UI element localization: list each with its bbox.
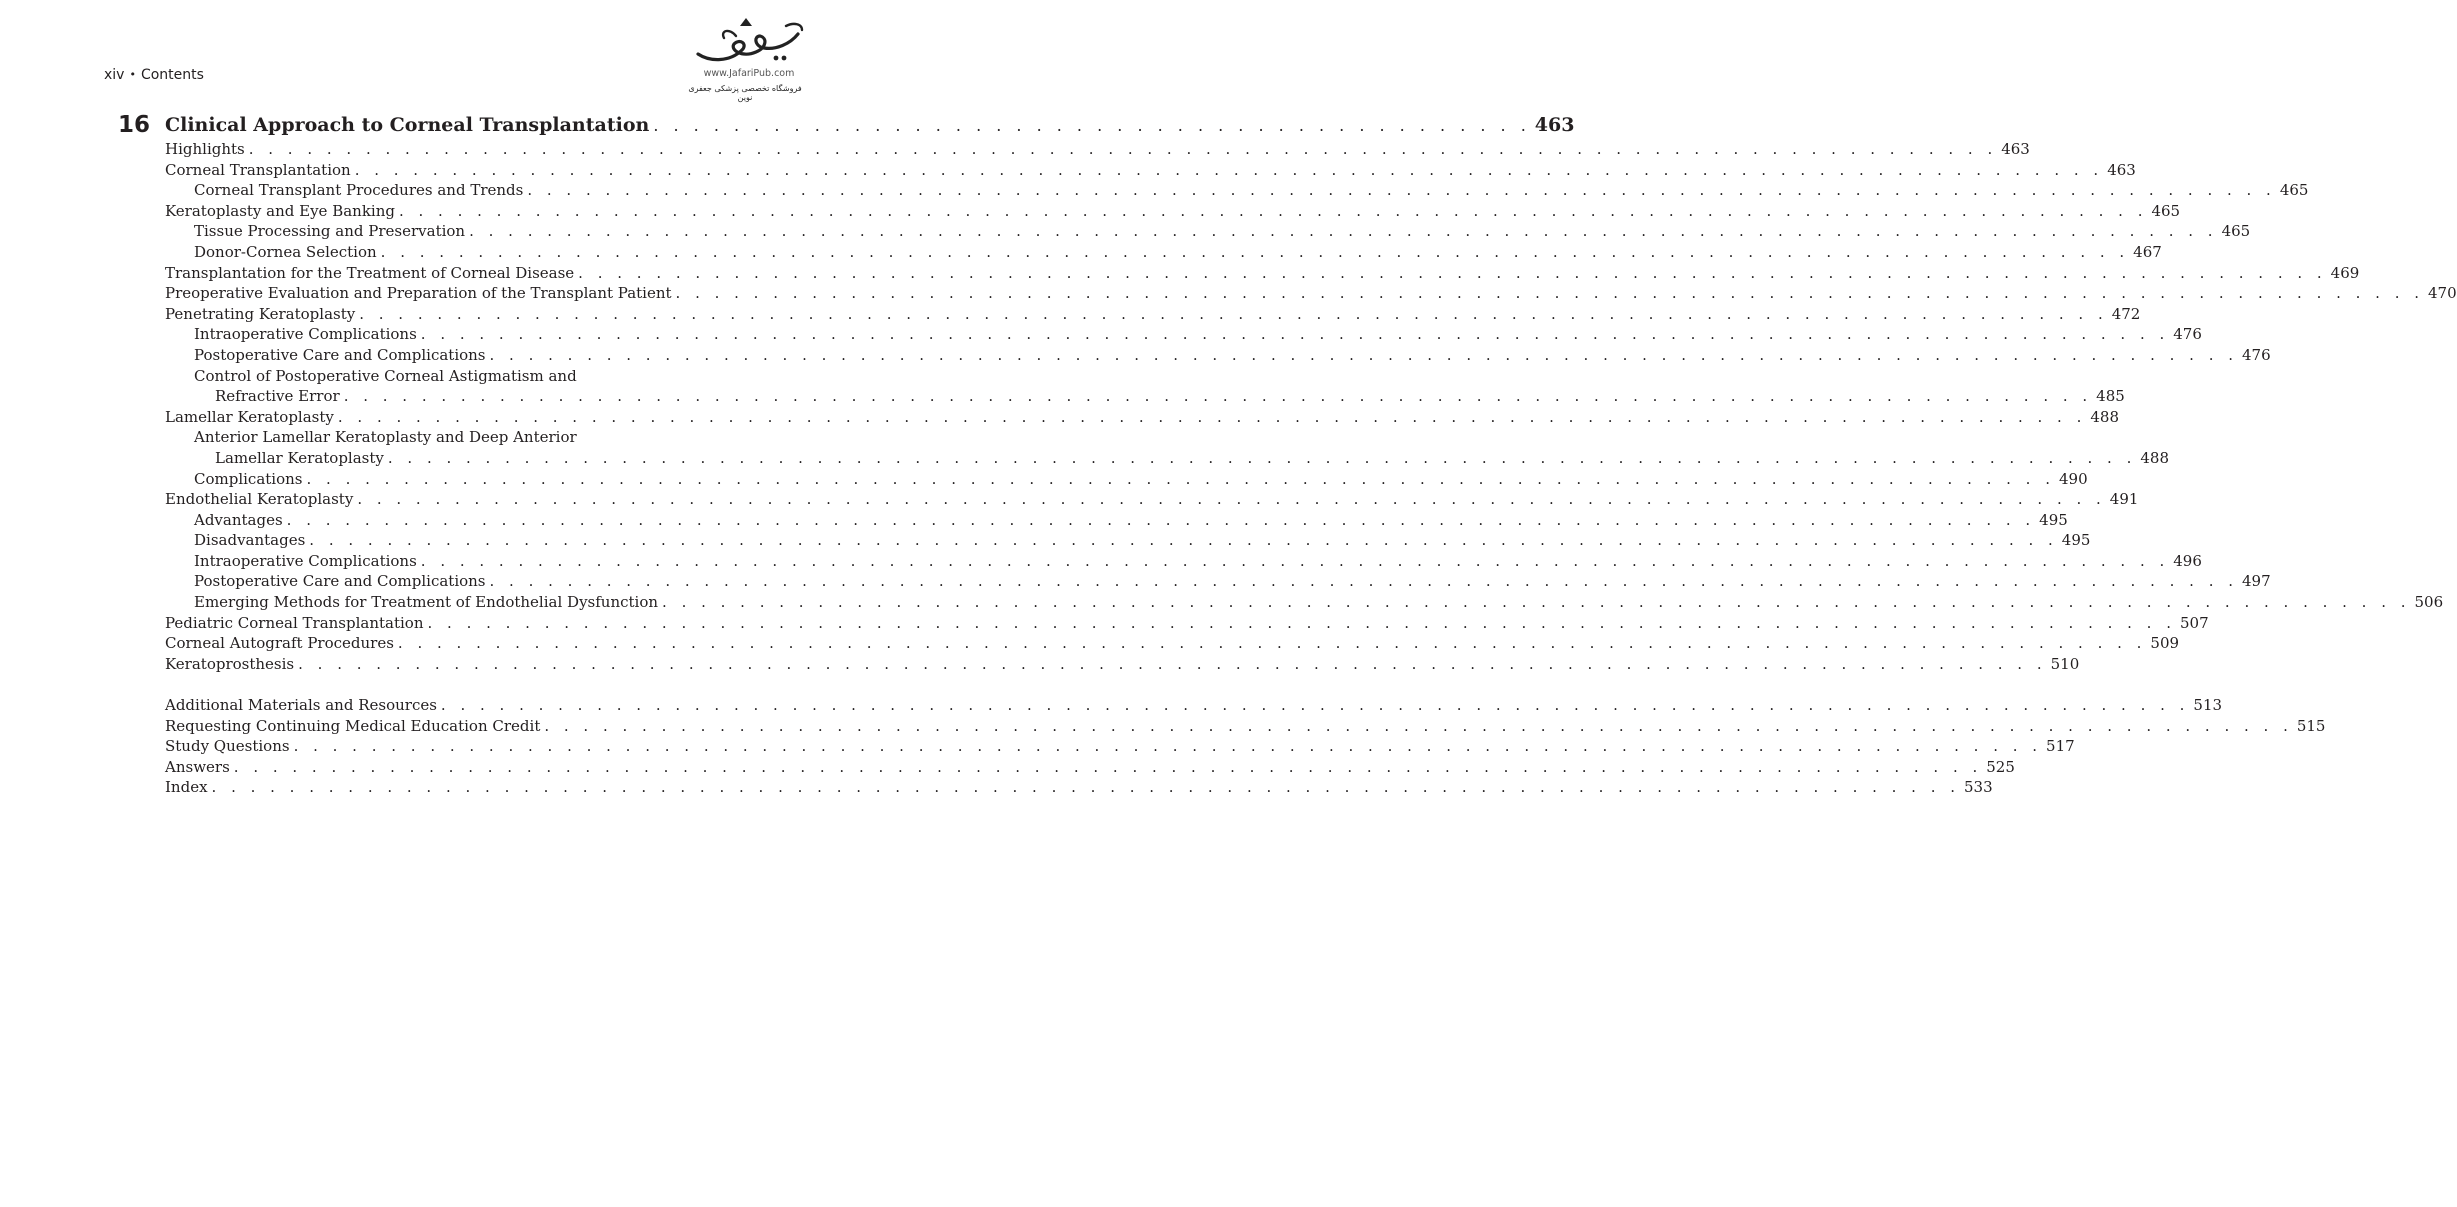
running-head-section: Contents: [140, 67, 204, 83]
toc-entry-page: 497: [2242, 572, 2271, 591]
toc-entry-title: Intraoperative Complications: [194, 551, 417, 570]
toc-entry-page: 491: [2109, 490, 2139, 509]
toc-entry[interactable]: [165, 407, 2119, 428]
toc-entry-title: Advantages: [194, 510, 283, 529]
dot-leader: . . . . . . . . . . . . . . . . . . . . . . . . . . . . . . . . . . . . . . . . . . . . . . . . . . . . . . . . . . . . . . . . . . . . . . . . . . . . . . . . . . . . . . . . . .: [309, 531, 2058, 550]
toc-entry-title: Corneal Transplantation: [165, 160, 351, 179]
toc-entry-title: Refractive Error: [215, 387, 340, 406]
toc-entry-page: 488: [2140, 448, 2169, 467]
running-head: [104, 67, 204, 83]
toc-entry[interactable]: [165, 283, 2457, 304]
toc-entry-page: 467: [2133, 242, 2162, 261]
toc-entry-page: 490: [2058, 469, 2088, 488]
dot-leader: . . . . . . . . . . . . . . . . . . . . . . . . . . . . . . . . . . . . . . . . . . . . . . . . . . . . . . . . . . . . . . . . . . . . . . . . . . . . . . . . . . . . . . . . . .: [469, 222, 2218, 241]
toc-entry[interactable]: [165, 633, 2180, 654]
toc-entry-title: Lamellar Keratoplasty: [215, 448, 384, 467]
toc-entry[interactable]: [165, 221, 2251, 242]
dot-leader: . . . . . . . . . . . . . . . . . . . . . . . . . . . . . . . . . . . . . . . . . . . . . . . . . . . . . . . . . . . . . . . . . . . . . . . . . . . . . . . . . . . . . . . . . .: [293, 737, 2043, 756]
toc-entry-title: Highlights: [165, 140, 245, 158]
toc-entry-title: Anterior Lamellar Keratoplasty and Deep Anterior: [194, 428, 577, 447]
toc-entry-title: Disadvantages: [194, 531, 306, 550]
chapter-title: Clinical Approach to Corneal Transplantation: [165, 114, 650, 136]
toc-entry-page: 495: [2061, 531, 2091, 550]
toc-entry-title: Corneal Autograft Procedures: [165, 634, 394, 653]
toc-entry[interactable]: [165, 592, 2444, 613]
toc-entry-title: Answers: [165, 757, 230, 776]
dot-leader: . . . . . . . . . . . . . . . . . . . . . . . . . . . . . . . . . . . . . . . . . . . . . . . . . . . . . . . . . . . . . . . . . . . . . . . . . . . . . . . . . . . . . . . . . .: [337, 407, 2087, 426]
toc-entry[interactable]: [165, 510, 2068, 531]
chapter-page: 463: [1534, 114, 1575, 136]
toc-entry-title: Index: [165, 778, 208, 797]
toc-entry[interactable]: [165, 571, 2271, 592]
toc-entry-title: Control of Postoperative Corneal Astigmatism and: [194, 366, 577, 385]
logo-tagline: فروشگاه تخصصی پزشکی جعفری نوین: [688, 84, 802, 102]
toc-entry[interactable]: [165, 695, 2223, 716]
toc-entry-title: Donor-Cornea Selection: [194, 242, 377, 261]
toc-entry-page: 465: [2221, 222, 2251, 241]
dot-leader: . . . . . . . . . . . . . . . . . . . . . . . . . . . . . . . . . . . . . . . . . . . . . . . . . . . . . . . . . . . . . . . . . . . . . . . . . . . . . . . . . . . . . . . . . .: [427, 613, 2176, 632]
toc-entry-title: Additional Materials and Resources: [165, 696, 437, 715]
dot-leader: . . . . . . . . . . . . . . . . . . . . . . . . . . . . . . . . . . . . . . . . . . . . . . . . . . . . . . . . . . . . . . . . . . . . . . . . . . . . . . . . . . . . . . . . . .: [298, 654, 2047, 673]
bullet-separator: •: [129, 68, 136, 81]
toc-entry[interactable]: [165, 551, 2202, 572]
dot-leader: . . . . . . . . . . . . . . . . . . . . . . . . . . . . . . . . . . . . . . . . . . . . . . . . . . . . . . . . . . . . . . . . . . . . . . . . . . . . . . . . . . . . . . . . . .: [489, 345, 2238, 364]
toc-entry-page: 469: [2330, 263, 2360, 282]
dot-leader: . . . . . . . . . . . . . . . . . . . . . . . . . . . . . . . . . . . . . . . . . . . . . . . . . . . . . . . . . . . . . . . . . . . . . . . . . . . . . . . . . . . . . . . . . .: [248, 140, 1998, 158]
dot-leader: . . . . . . . . . . . . . . . . . . . . . . . . . . . . . . . . . . . . . . . . . . . . . . . . . . . . . . . . . . . . . . . . . . . . . . . . . . . . . . . . . . . . . . . . . .: [354, 160, 2104, 179]
toc-entry[interactable]: [165, 304, 2141, 325]
toc-entry-page: 463: [2107, 160, 2136, 179]
toc-entry[interactable]: [165, 345, 2271, 366]
toc-entry[interactable]: [165, 180, 2309, 201]
toc-entry[interactable]: [165, 530, 2091, 551]
dot-leader: . . . . . . . . . . . . . . . . . . . . . . . . . . . . . . . . . . . . . . . . . . . .: [653, 116, 1531, 135]
toc-entry-title: Postoperative Care and Complications: [194, 572, 486, 591]
toc-entry-title: Lamellar Keratoplasty: [165, 407, 334, 426]
toc-entry-title: Transplantation for the Treatment of Corneal Disease: [165, 263, 575, 282]
toc-entry-title: Pediatric Corneal Transplantation: [165, 613, 424, 632]
toc-entry-page: 485: [2096, 387, 2125, 406]
dot-leader: . . . . . . . . . . . . . . . . . . . . . . . . . . . . . . . . . . . . . . . . . . . . . . . . . . . . . . . . . . . . . . . . . . . . . . . . . . . . . . . . . . . . . . . . . .: [343, 387, 2093, 406]
dot-leader: . . . . . . . . . . . . . . . . . . . . . . . . . . . . . . . . . . . . . . . . . . . . . . . . . . . . . . . . . . . . . . . . . . . . . . . . . . . . . . . . . . . . . . . . . .: [387, 448, 2137, 467]
toc-entry[interactable]: [165, 469, 2088, 490]
toc-entry[interactable]: [165, 366, 743, 387]
toc-entry-page: 472: [2111, 304, 2141, 323]
dot-leader: . . . . . . . . . . . . . . . . . . . . . . . . . . . . . . . . . . . . . . . . . . . . . . . . . . . . . . . . . . . . . . . . . . . . . . . . . . . . . . . . . . . . . . . . . .: [380, 242, 2130, 261]
logo-url: www.JafariPub.com: [703, 68, 795, 79]
dot-leader: . . . . . . . . . . . . . . . . . . . . . . . . . . . . . . . . . . . . . . . . . . . . . . . . . . . . . . . . . . . . . . . . . . . . . . . . . . . . . . . . . . . . . . . . . .: [544, 716, 2293, 735]
toc-entry-title: Requesting Continuing Medical Education Credit: [165, 716, 541, 735]
dot-leader: . . . . . . . . . . . . . . . . . . . . . . . . . . . . . . . . . . . . . . . . . . . . . . . . . . . . . . . . . . . . . . . . . . . . . . . . . . . . . . . . . . . . . . . . . .: [420, 551, 2170, 570]
toc-entry-title: Intraoperative Complications: [194, 325, 417, 344]
toc-entry[interactable]: [165, 448, 2169, 469]
toc-entry-page: 470: [2428, 284, 2457, 303]
toc-gap: [165, 674, 743, 695]
dot-leader: . . . . . . . . . . . . . . . . . . . . . . . . . . . . . . . . . . . . . . . . . . . . . . . . . . . . . . . . . . . . . . . . . . . . . . . . . . . . . . . . . . . . . . . . . .: [233, 757, 1983, 776]
toc-entry-title: Emerging Methods for Treatment of Endothelial Dysfunction: [194, 593, 659, 612]
toc-entry[interactable]: [165, 201, 2181, 222]
dot-leader: . . . . . . . . . . . . . . . . . . . . . . . . . . . . . . . . . . . . . . . . . . . . . . . . . . . . . . . . . . . . . . . . . . . . . . . . . . . . . . . . . . . . . . . . . .: [578, 263, 2327, 282]
toc-entry[interactable]: [165, 489, 2139, 510]
toc-entry-title: Complications: [194, 469, 303, 488]
toc-entry-page: 507: [2179, 613, 2209, 632]
toc-entry-page: 515: [2296, 716, 2326, 735]
publisher-logo: [690, 14, 808, 100]
toc-entry[interactable]: [165, 736, 2075, 757]
toc-entry-page: 465: [2151, 201, 2181, 220]
toc-entry[interactable]: [165, 263, 2360, 284]
dot-leader: . . . . . . . . . . . . . . . . . . . . . . . . . . . . . . . . . . . . . . . . . . . . . . . . . . . . . . . . . . . . . . . . . . . . . . . . . . . . . . . . . . . . . . . . . .: [306, 469, 2055, 488]
page-number: xiv: [104, 67, 125, 83]
dot-leader: . . . . . . . . . . . . . . . . . . . . . . . . . . . . . . . . . . . . . . . . . . . . . . . . . . . . . . . . . . . . . . . . . . . . . . . . . . . . . . . . . . . . . . . . . .: [662, 593, 2411, 612]
toc-entry-title: Tissue Processing and Preservation: [194, 222, 466, 241]
dot-leader: . . . . . . . . . . . . . . . . . . . . . . . . . . . . . . . . . . . . . . . . . . . . . . . . . . . . . . . . . . . . . . . . . . . . . . . . . . . . . . . . . . . . . . . . . .: [286, 510, 2036, 529]
dot-leader: . . . . . . . . . . . . . . . . . . . . . . . . . . . . . . . . . . . . . . . . . . . . . . . . . . . . . . . . . . . . . . . . . . . . . . . . . . . . . . . . . . . . . . . . . .: [357, 490, 2106, 509]
toc-entry-title: Study Questions: [165, 737, 290, 756]
toc-entry[interactable]: [165, 757, 2015, 778]
calligraphy-logo-icon: [690, 14, 808, 68]
dot-leader: . . . . . . . . . . . . . . . . . . . . . . . . . . . . . . . . . . . . . . . . . . . . . . . . . . . . . . . . . . . . . . . . . . . . . . . . . . . . . . . . . . . . . . . . . .: [527, 181, 2276, 200]
toc-entry[interactable]: [165, 777, 1993, 798]
dot-leader: . . . . . . . . . . . . . . . . . . . . . . . . . . . . . . . . . . . . . . . . . . . . . . . . . . . . . . . . . . . . . . . . . . . . . . . . . . . . . . . . . . . . . . . . . .: [675, 284, 2425, 303]
toc-entry-page: 465: [2279, 181, 2309, 200]
toc-entry-page: 506: [2414, 593, 2444, 612]
dot-leader: . . . . . . . . . . . . . . . . . . . . . . . . . . . . . . . . . . . . . . . . . . . . . . . . . . . . . . . . . . . . . . . . . . . . . . . . . . . . . . . . . . . . . . . . . .: [359, 304, 2108, 323]
toc-entry-page: 533: [1964, 778, 1993, 797]
toc-entry-title: Keratoplasty and Eye Banking: [165, 201, 395, 220]
toc-entry-title: Preoperative Evaluation and Preparation of the Transplant Patient: [165, 284, 672, 303]
toc-entry-title: Penetrating Keratoplasty: [165, 304, 356, 323]
toc-entry-page: 476: [2173, 325, 2202, 344]
dot-leader: . . . . . . . . . . . . . . . . . . . . . . . . . . . . . . . . . . . . . . . . . . . . . . . . . . . . . . . . . . . . . . . . . . . . . . . . . . . . . . . . . . . . . . . . . .: [420, 325, 2170, 344]
toc-entry-title: Keratoprosthesis: [165, 654, 295, 673]
toc-entry-page: 509: [2150, 634, 2180, 653]
toc-entry[interactable]: [165, 654, 2080, 675]
dot-leader: . . . . . . . . . . . . . . . . . . . . . . . . . . . . . . . . . . . . . . . . . . . . . . . . . . . . . . . . . . . . . . . . . . . . . . . . . . . . . . . . . . . . . . . . . .: [440, 696, 2190, 715]
chapter-title-row: [165, 114, 1575, 142]
toc-entry-page: 463: [2001, 140, 2030, 158]
toc-entry-page: 476: [2242, 345, 2271, 364]
toc-entry-page: 488: [2090, 407, 2119, 426]
toc-entry[interactable]: [165, 613, 2209, 634]
toc-entry-title: Endothelial Keratoplasty: [165, 490, 354, 509]
toc-entry-title: Corneal Transplant Procedures and Trends: [194, 181, 524, 200]
toc-entry-page: 525: [1986, 757, 2015, 776]
toc-list: [165, 139, 2457, 798]
toc-entry[interactable]: [165, 139, 2030, 160]
toc-entry-title: Postoperative Care and Complications: [194, 345, 486, 364]
dot-leader: . . . . . . . . . . . . . . . . . . . . . . . . . . . . . . . . . . . . . . . . . . . . . . . . . . . . . . . . . . . . . . . . . . . . . . . . . . . . . . . . . . . . . . . . . .: [211, 778, 1961, 797]
toc-entry[interactable]: [165, 160, 2136, 181]
toc-entry-page: 517: [2046, 737, 2075, 756]
toc-entry-page: 513: [2193, 696, 2223, 715]
dot-leader: . . . . . . . . . . . . . . . . . . . . . . . . . . . . . . . . . . . . . . . . . . . . . . . . . . . . . . . . . . . . . . . . . . . . . . . . . . . . . . . . . . . . . . . . . .: [489, 572, 2238, 591]
toc-entry-page: 495: [2039, 510, 2068, 529]
toc-entry[interactable]: [165, 242, 2162, 263]
dot-leader: . . . . . . . . . . . . . . . . . . . . . . . . . . . . . . . . . . . . . . . . . . . . . . . . . . . . . . . . . . . . . . . . . . . . . . . . . . . . . . . . . . . . . . . . . .: [398, 201, 2148, 220]
chapter-number: 16: [118, 112, 151, 138]
toc-entry[interactable]: [165, 716, 2326, 737]
toc-entry-page: 496: [2173, 551, 2202, 570]
toc-entry-page: 510: [2050, 654, 2080, 673]
toc-entry[interactable]: [165, 324, 2202, 345]
dot-leader: . . . . . . . . . . . . . . . . . . . . . . . . . . . . . . . . . . . . . . . . . . . . . . . . . . . . . . . . . . . . . . . . . . . . . . . . . . . . . . . . . . . . . . . . . .: [397, 634, 2147, 653]
toc-entry[interactable]: [165, 386, 2125, 407]
toc-entry[interactable]: [165, 427, 743, 448]
